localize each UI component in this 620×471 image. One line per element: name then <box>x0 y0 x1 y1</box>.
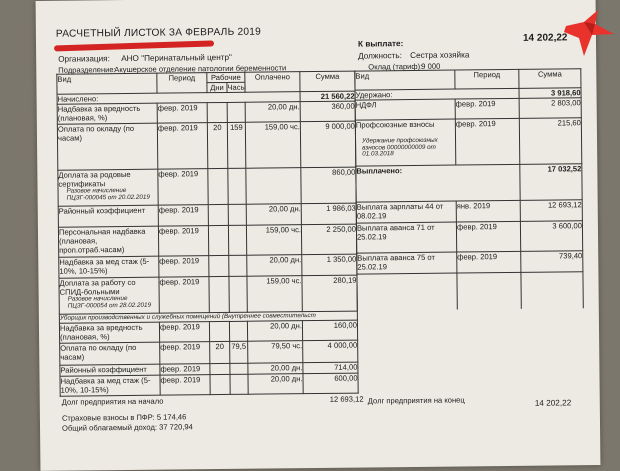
row-name <box>59 277 159 314</box>
row-period: февр. 2019 <box>159 277 209 314</box>
accrual-row <box>60 340 358 365</box>
row-sum: 600,00 <box>303 373 358 394</box>
row-days <box>208 225 228 255</box>
row-paid: 20,00 дн. <box>247 321 302 342</box>
row-period: февр. 2019 <box>158 226 208 257</box>
row-period: февр. 2019 <box>456 221 520 252</box>
row-days <box>209 255 229 276</box>
payment-row <box>356 221 582 253</box>
deduction-row <box>355 98 581 120</box>
debt-end-value: 14 202,22 <box>534 398 572 408</box>
row-hours <box>228 168 246 204</box>
debt-start-value: 12 693,12 <box>329 394 364 404</box>
withheld-label: Удержано: <box>355 88 519 100</box>
row-name <box>58 169 158 206</box>
row-period: февр. 2019 <box>159 322 209 343</box>
row-paid: 159,00 чс. <box>247 276 302 313</box>
row-period: февр. 2019 <box>157 103 207 124</box>
accrual-row <box>58 224 356 257</box>
row-paid: 20,00 дн. <box>247 255 302 277</box>
payment-row <box>356 200 582 223</box>
col-oplacheno: Оплачено <box>245 72 300 93</box>
row-hours <box>227 102 245 122</box>
payslip-sheet <box>36 0 601 471</box>
row-name: Оплата по окладу (по часам) <box>57 123 157 170</box>
row-period: февр. 2019 <box>457 251 521 273</box>
accrued-label: Начислено: <box>57 92 300 105</box>
row-sum: 160,00 <box>302 320 357 341</box>
row-period: февр. 2019 <box>158 205 208 227</box>
row-hours <box>229 321 247 341</box>
deductions-table <box>354 68 583 310</box>
row-days <box>209 276 229 312</box>
bird-logo-icon <box>562 8 617 63</box>
col-period: Период <box>157 73 207 94</box>
position-label: Должность: <box>358 51 402 61</box>
row-sum: 2 803,00 <box>519 98 581 119</box>
dept-label: Подразделение: <box>58 65 116 75</box>
row-days <box>209 321 229 341</box>
row-name-text: Доплата за родовые сертификаты <box>58 169 131 189</box>
debt-end-label: Долг предприятия на конец <box>367 395 465 406</box>
row-paid: 20,00 дн. <box>246 204 301 226</box>
salary-value: 9 000 <box>421 61 441 71</box>
row-sum: 3 600,00 <box>520 221 582 252</box>
col-vid2: Вид <box>355 70 455 90</box>
row-sum: 12 693,12 <box>520 200 582 222</box>
row-days: 20 <box>210 341 230 363</box>
row-period: янв. 2019 <box>456 200 520 222</box>
row-name: Надбавка за мед стаж (5-10%, 10-15%) <box>60 375 160 396</box>
row-sum: 714,00 <box>303 362 358 374</box>
accrued-total: 21 560,22 <box>300 91 355 102</box>
row-sum: 9 000,00 <box>300 121 355 168</box>
row-paid: 79,50 чс. <box>248 341 303 364</box>
row-hours: 79,5 <box>230 341 248 363</box>
pay-label: К выплате: <box>357 39 404 49</box>
org-label: Организация: <box>58 54 110 64</box>
row-hours <box>230 374 248 394</box>
col-summa: Сумма <box>300 71 355 92</box>
row-hours: 159 <box>227 122 245 168</box>
org-value: АНО "Перинатальный центр" <box>121 52 232 64</box>
col-dni: Дни <box>207 82 227 92</box>
col-rabochie: Рабочие <box>207 72 245 82</box>
row-sum: 860,00 <box>301 167 356 204</box>
paid-total: 17 032,52 <box>520 164 582 201</box>
col-chasy: Часы <box>227 82 247 92</box>
paid-label: Выплачено: <box>356 164 520 202</box>
row-period: февр. 2019 <box>455 118 519 165</box>
accrual-row <box>60 373 358 396</box>
row-paid: 20,00 дн. <box>248 374 303 395</box>
row-period: февр. 2019 <box>160 364 210 376</box>
row-days <box>210 374 230 394</box>
debt-start-label: Долг предприятия на начало <box>61 396 164 407</box>
row-name: Надбавка за мед стаж (5-10%, 10-15%) <box>59 256 159 278</box>
row-hours <box>228 225 246 255</box>
row-note: Разовое начисление ПЦЗГ-000045 от 20.02.2019 <box>66 187 150 202</box>
pension-label: Страховые взносы в ПФР: 5 174,46 <box>61 412 187 423</box>
row-sum: 215,60 <box>519 118 581 165</box>
row-sum: 739,40 <box>521 251 583 273</box>
row-sum: 1 350,00 <box>302 254 357 276</box>
row-hours <box>229 255 247 276</box>
row-days <box>210 363 230 374</box>
row-note: Разовое начисление ПЦЗГ-000054 от 28.02.2019 <box>67 294 152 310</box>
accrual-row <box>58 167 356 206</box>
row-name: Надбавка за вредность (плановая, %) <box>57 103 157 124</box>
row-sum: 280,19 <box>302 275 357 312</box>
row-sum: 2 250,00 <box>301 224 356 255</box>
row-paid: 20,00 дн. <box>245 102 300 123</box>
row-note: Удержание профсоюзных взносов 00000000009 от 01.03.2018 <box>362 136 438 158</box>
position-value: Сестра хозяйка <box>410 50 470 61</box>
row-hours <box>230 363 248 374</box>
row-paid <box>246 168 301 205</box>
row-name-text: Профсоюзные взносы <box>355 119 435 130</box>
row-hours <box>228 204 246 225</box>
pay-value: 14 202,22 <box>522 32 568 44</box>
row-name: Персональная надбавка (плановая, проп.отраб.часам) <box>58 226 158 257</box>
row-name-text: Доплата за работу со СПИД-больными <box>59 277 136 297</box>
row-name <box>355 119 455 166</box>
payslip-title: РАСЧЕТНЫЙ ЛИСТОК ЗА ФЕВРАЛЬ 2019 <box>55 26 261 40</box>
deduction-row <box>355 118 581 166</box>
salary-label: Оклад (тариф): <box>368 61 423 72</box>
row-name: Районный коэффициент <box>60 364 160 376</box>
row-hours <box>229 276 247 312</box>
col-vid: Вид <box>57 73 157 94</box>
row-name: Выплата аванса 71 от 25.02.19 <box>356 222 456 253</box>
row-paid: 159,00 чс. <box>246 225 301 256</box>
row-name: Надбавка за вредность (плановая, %) <box>59 322 159 343</box>
row-name: Выплата зарплаты 44 от 08.02.19 <box>356 201 456 223</box>
row-name: Выплата аванса 75 от 25.02.19 <box>357 252 457 274</box>
row-sum: 360,00 <box>300 101 355 122</box>
income-label: Общий облагаемый доход: 37 720,94 <box>61 422 193 433</box>
section2-title: Уборщик производственных и служебных помещений (Внутреннее совместительст <box>59 311 357 323</box>
accrual-row <box>57 121 355 170</box>
row-days <box>207 102 227 122</box>
row-name: Районный коэффициент <box>58 205 158 227</box>
payment-row <box>357 251 583 274</box>
accrual-row <box>59 275 357 314</box>
row-period: февр. 2019 <box>157 123 207 170</box>
row-period: февр. 2019 <box>159 256 209 278</box>
row-period: февр. 2019 <box>158 169 208 206</box>
row-period: февр. 2019 <box>455 98 519 119</box>
row-paid: 159,00 чс. <box>245 122 300 169</box>
accruals-table <box>56 71 358 397</box>
row-days: 20 <box>207 122 227 168</box>
red-underline <box>54 40 214 51</box>
row-days <box>208 168 228 204</box>
withheld-total: 3 918,60 <box>519 88 581 99</box>
row-paid: 20,00 дн. <box>248 363 303 375</box>
dept-value: Акушерское отделение патологии беременности <box>114 63 287 75</box>
row-period: февр. 2019 <box>160 342 210 365</box>
row-days <box>208 204 228 225</box>
col-period2: Период <box>455 69 519 89</box>
row-sum: 4 000,00 <box>303 340 358 363</box>
row-period: февр. 2019 <box>160 375 210 396</box>
row-name: НДФЛ <box>355 99 455 120</box>
col-summa2: Сумма <box>519 69 581 89</box>
row-name: Оплата по окладу (по часам) <box>60 342 160 365</box>
row-sum: 1 986,03 <box>301 203 356 225</box>
